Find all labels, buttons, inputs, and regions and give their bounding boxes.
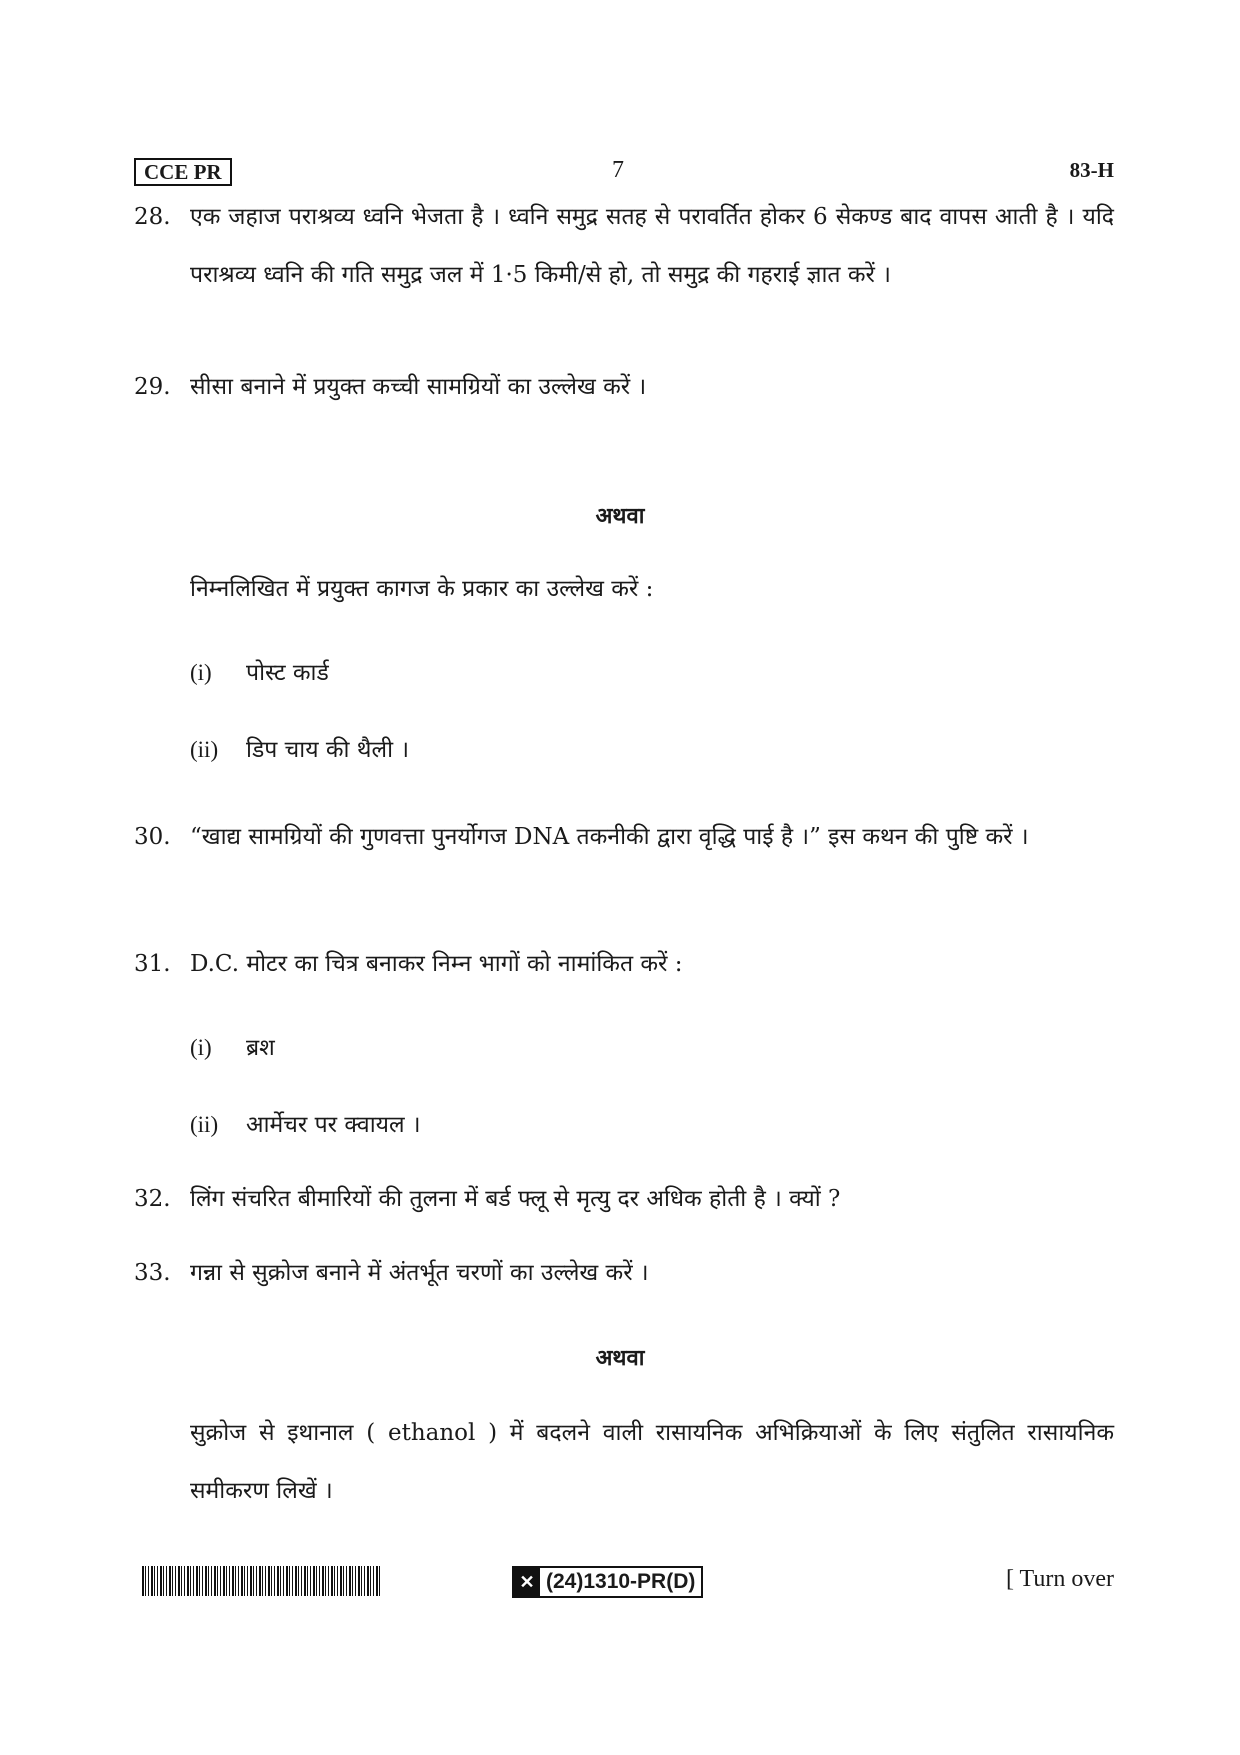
booklet-code-box [512,1566,703,1598]
page-footer [142,1566,1114,1600]
turn-over-label: [ Turn over [1005,1566,1114,1592]
question-30 [134,808,1114,866]
sub-item-text: आर्मेचर पर क्वायल । [246,1112,421,1138]
question-number: 33. [134,1260,171,1286]
sub-item [190,655,329,687]
barcode-image [142,1566,382,1596]
question-number: 29. [134,374,171,400]
question-32 [134,1170,1114,1228]
or-separator: अथवा [595,503,645,529]
question-text: सीसा बनाने में प्रयुक्त कच्ची सामग्रियों का उल्लेख करें । [190,374,647,400]
question-text: गन्ना से सुक्रोज बनाने में अंतर्भूत चरणों का उल्लेख करें । [190,1260,649,1286]
sub-item-text: ब्रश [246,1035,275,1061]
question-text: एक जहाज पराश्रव्य ध्वनि भेजता है । ध्वनि समुद्र सतह से परावर्तित होकर 6 सेकण्ड बाद वापस आती है । यदि पराश्रव्य ध्वनि की गति समुद्र जल में 1·5 किमी/से हो, तो समुद्र की गहराई ज्ञात करें । [190,204,1114,288]
sub-item-label: (ii) [190,1112,219,1137]
alternate-question-text: सुक्रोज से इथानाल ( ethanol ) में बदलने वाली रासायनिक अभिक्रियाओं के लिए संतुलित रासायनिक समीकरण लिखें । [190,1420,1114,1504]
sub-item-label: (ii) [190,737,219,762]
sub-item-text: डिप चाय की थैली । [246,737,410,763]
sub-item-text: पोस्ट कार्ड [246,660,329,686]
question-33 [134,1244,1114,1302]
page-number: 7 [612,157,624,183]
paper-code: 83-H [1069,158,1114,182]
sub-item [190,1107,421,1139]
question-text: “खाद्य सामग्रियों की गुणवत्ता पुनर्योगज DNA तकनीकी द्वारा वृद्धि पाई है ।” इस कथन की पुष्टि करें । [190,824,1029,850]
sub-item-label: (i) [190,1035,212,1060]
question-29 [134,358,1114,416]
alternate-question-text: निम्नलिखित में प्रयुक्त कागज के प्रकार का उल्लेख करें : [190,576,654,602]
question-number: 32. [134,1186,171,1212]
sub-item [190,1030,275,1062]
question-number: 31. [134,951,171,977]
sub-item [190,732,409,764]
question-number: 28. [134,204,171,230]
sub-item-label: (i) [190,660,212,685]
page-header [134,158,1114,188]
question-text: लिंग संचरित बीमारियों की तुलना में बर्ड फ्लू से मृत्यु दर अधिक होती है । क्यों ? [190,1186,841,1212]
question-31 [134,935,1114,993]
question-28 [134,188,1114,304]
booklet-code: (24)1310-PR(D) [546,1570,696,1593]
exam-code-box: CCE PR [134,158,232,186]
question-number: 30. [134,824,171,850]
emblem-icon: ✕ [514,1568,540,1596]
or-separator: अथवा [595,1345,645,1371]
question-text: D.C. मोटर का चित्र बनाकर निम्न भागों को नामांकित करें : [190,951,683,977]
